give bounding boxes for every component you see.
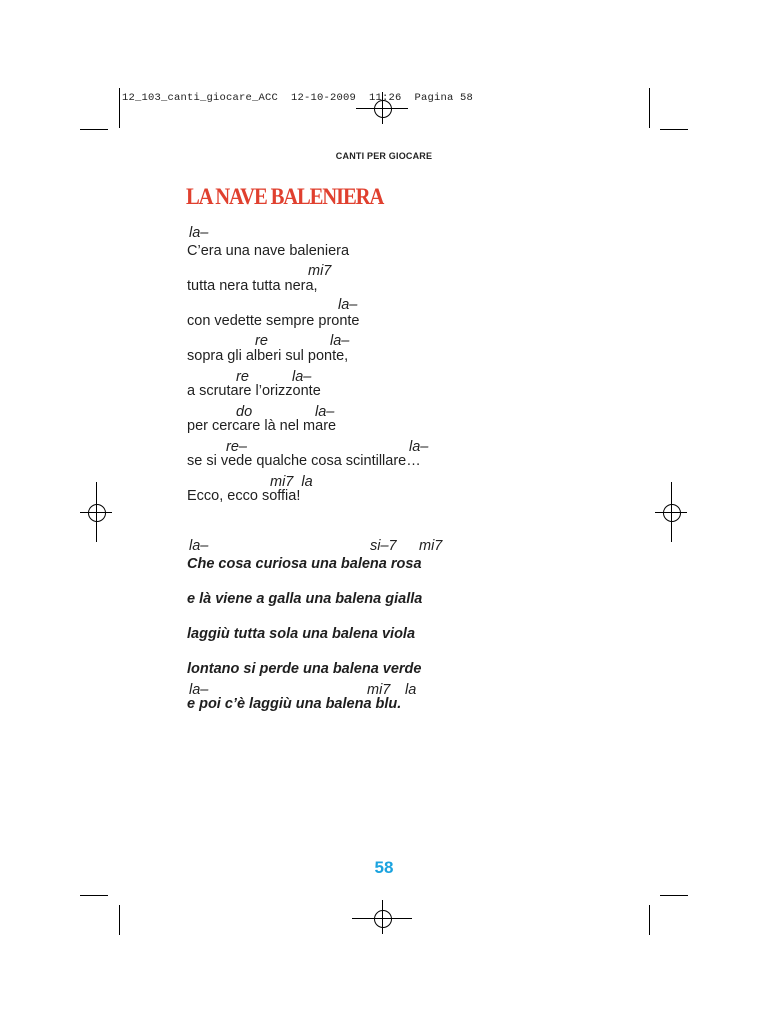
lyric-line: tutta nera tutta nera, bbox=[187, 278, 318, 294]
running-head: CANTI PER GIOCARE bbox=[335, 151, 433, 161]
chord: re bbox=[255, 333, 268, 349]
chord: la– bbox=[315, 404, 335, 420]
chord: la– bbox=[292, 369, 312, 385]
chord: la– bbox=[189, 682, 209, 698]
chord: la– bbox=[338, 297, 358, 313]
lyric-line: lontano si perde una balena verde bbox=[187, 661, 422, 677]
chord: la– bbox=[330, 333, 350, 349]
chord: do bbox=[236, 404, 253, 420]
chord: la bbox=[405, 682, 417, 698]
lyric-line: se si vede qualche cosa scintillare… bbox=[187, 453, 421, 469]
chord: la– bbox=[189, 225, 209, 241]
lyric-line: Ecco, ecco soffia! bbox=[187, 488, 301, 504]
lyric-line: per cercare là nel mare bbox=[187, 418, 337, 434]
slug-line: 12_103_canti_giocare_ACC 12-10-2009 11:26 Pagina 58 bbox=[122, 92, 474, 104]
lyric-line: e poi c’è laggiù una balena blu. bbox=[187, 696, 402, 712]
chord: mi7 bbox=[419, 538, 443, 554]
lyric-line: sopra gli alberi sul ponte, bbox=[187, 348, 349, 364]
chord: la– bbox=[189, 538, 209, 554]
lyric-line: laggiù tutta sola una balena viola bbox=[187, 626, 416, 642]
lyric-line: a scrutare l’orizzonte bbox=[187, 383, 321, 399]
chord: si–7 bbox=[370, 538, 397, 554]
chord: mi7 bbox=[367, 682, 391, 698]
lyric-line: con vedette sempre pronte bbox=[187, 313, 360, 329]
lyric-line: C’era una nave baleniera bbox=[187, 243, 350, 259]
chord: re– bbox=[226, 439, 247, 455]
chord: mi7 bbox=[308, 263, 332, 279]
song-title: LA NAVE BALENIERA bbox=[186, 184, 384, 209]
chord: re bbox=[236, 369, 249, 385]
page-number: 58 bbox=[374, 858, 394, 877]
chord: mi7 la bbox=[270, 474, 313, 490]
lyric-line: e là viene a galla una balena gialla bbox=[187, 591, 423, 607]
lyric-line: Che cosa curiosa una balena rosa bbox=[187, 556, 422, 572]
chord: la– bbox=[409, 439, 429, 455]
